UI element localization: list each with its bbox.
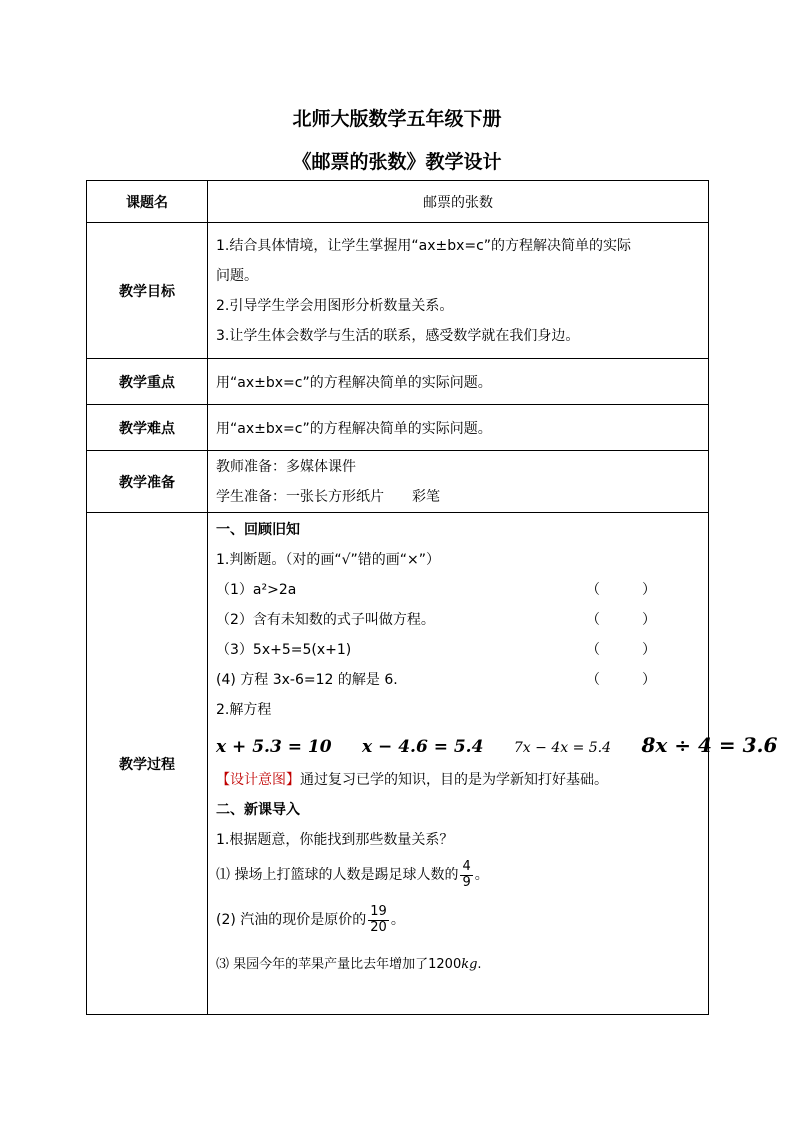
numerator: 19 bbox=[370, 904, 387, 920]
denominator: 9 bbox=[462, 874, 471, 890]
process-label: 教学过程 bbox=[87, 513, 208, 1015]
prep-cell bbox=[208, 451, 709, 513]
judge-text: (4) 方程 3x-6=12 的解是 6. bbox=[216, 672, 398, 688]
goal-line: 问题。 bbox=[216, 267, 258, 284]
topic-label: 课题名 bbox=[87, 181, 208, 223]
judge-text: （3）5x+5=5(x+1) bbox=[216, 642, 352, 658]
numerator: 4 bbox=[462, 859, 471, 875]
doc-title: 北师大版数学五年级下册 bbox=[292, 108, 502, 130]
unit: kg bbox=[461, 957, 478, 972]
prep-label: 教学准备 bbox=[87, 451, 208, 513]
row-key bbox=[87, 359, 709, 405]
answer-blank: （ ） bbox=[586, 582, 656, 598]
goal-line: 3.让学生体会数学与生活的联系，感受数学就在我们身边。 bbox=[216, 327, 580, 344]
judge-text: （2）含有未知数的式子叫做方程。 bbox=[216, 612, 435, 628]
fraction bbox=[460, 860, 472, 890]
judge-item bbox=[216, 665, 700, 695]
row-prep bbox=[87, 451, 709, 513]
row-goals bbox=[87, 223, 709, 359]
topic-value: 邮票的张数 bbox=[208, 181, 709, 223]
relation-item bbox=[216, 855, 700, 895]
equation: x + 5.3 = 10 bbox=[216, 737, 332, 757]
relation-text: (2) 汽油的现价是原价的 bbox=[216, 912, 367, 928]
judge-item bbox=[216, 635, 700, 665]
equation: x − 4.6 = 5.4 bbox=[361, 737, 484, 757]
equation-row bbox=[216, 725, 778, 765]
question-solve: 2.解方程 bbox=[216, 702, 272, 718]
answer-blank: （ ） bbox=[586, 642, 656, 658]
goal-line: 2.引导学生学会用图形分析数量关系。 bbox=[216, 297, 454, 314]
judge-text: （1）a²>2a bbox=[216, 582, 297, 598]
row-topic bbox=[87, 181, 709, 223]
difficulty-label: 教学难点 bbox=[87, 405, 208, 451]
question-judge: 1.判断题。（对的画“√”错的画“×”） bbox=[216, 552, 441, 568]
key-label: 教学重点 bbox=[87, 359, 208, 405]
question-relations: 1.根据题意，你能找到那些数量关系？ bbox=[216, 832, 454, 848]
punct: . bbox=[477, 957, 482, 972]
judge-item bbox=[216, 575, 700, 605]
process-cell bbox=[208, 513, 778, 1015]
prep-student: 学生准备：一张长方形纸片 彩笔 bbox=[216, 488, 440, 505]
answer-blank: （ ） bbox=[586, 612, 656, 628]
relation-text: ⑴ 操场上打篮球的人数是踢足球人数的 bbox=[216, 867, 459, 883]
design-tag: 【设计意图】 bbox=[216, 772, 300, 788]
relation-text: ⑶ 果园今年的苹果产量比去年增加了1200 bbox=[216, 957, 462, 972]
design-intent bbox=[216, 765, 700, 795]
key-value: 用“ax±bx=c”的方程解决简单的实际问题。 bbox=[208, 359, 709, 405]
lesson-plan-table bbox=[86, 180, 778, 1015]
doc-subtitle: 《邮票的张数》教学设计 bbox=[292, 151, 502, 173]
punct: 。 bbox=[474, 867, 489, 883]
section-intro: 二、新课导入 bbox=[216, 802, 300, 818]
row-process bbox=[87, 513, 709, 1015]
prep-teacher: 教师准备：多媒体课件 bbox=[216, 458, 356, 475]
goals-label: 教学目标 bbox=[87, 223, 208, 359]
answer-blank: （ ） bbox=[586, 672, 656, 688]
equation: 7x − 4x = 5.4 bbox=[513, 740, 612, 756]
equation: 8x ÷ 4 = 3.6 bbox=[641, 733, 778, 757]
section-review: 一、回顾旧知 bbox=[216, 522, 300, 538]
design-text: 通过复习已学的知识，目的是为学新知打好基础。 bbox=[300, 772, 608, 788]
punct: 。 bbox=[390, 912, 405, 928]
relation-item bbox=[216, 945, 700, 985]
fraction bbox=[368, 905, 389, 935]
judge-item bbox=[216, 605, 700, 635]
difficulty-value: 用“ax±bx=c”的方程解决简单的实际问题。 bbox=[208, 405, 709, 451]
relation-item bbox=[216, 895, 700, 945]
row-difficulty bbox=[87, 405, 709, 451]
goals-cell bbox=[208, 223, 709, 359]
denominator: 20 bbox=[370, 919, 387, 935]
goal-line: 1.结合具体情境，让学生掌握用“ax±bx=c”的方程解决简单的实际 bbox=[216, 237, 632, 254]
